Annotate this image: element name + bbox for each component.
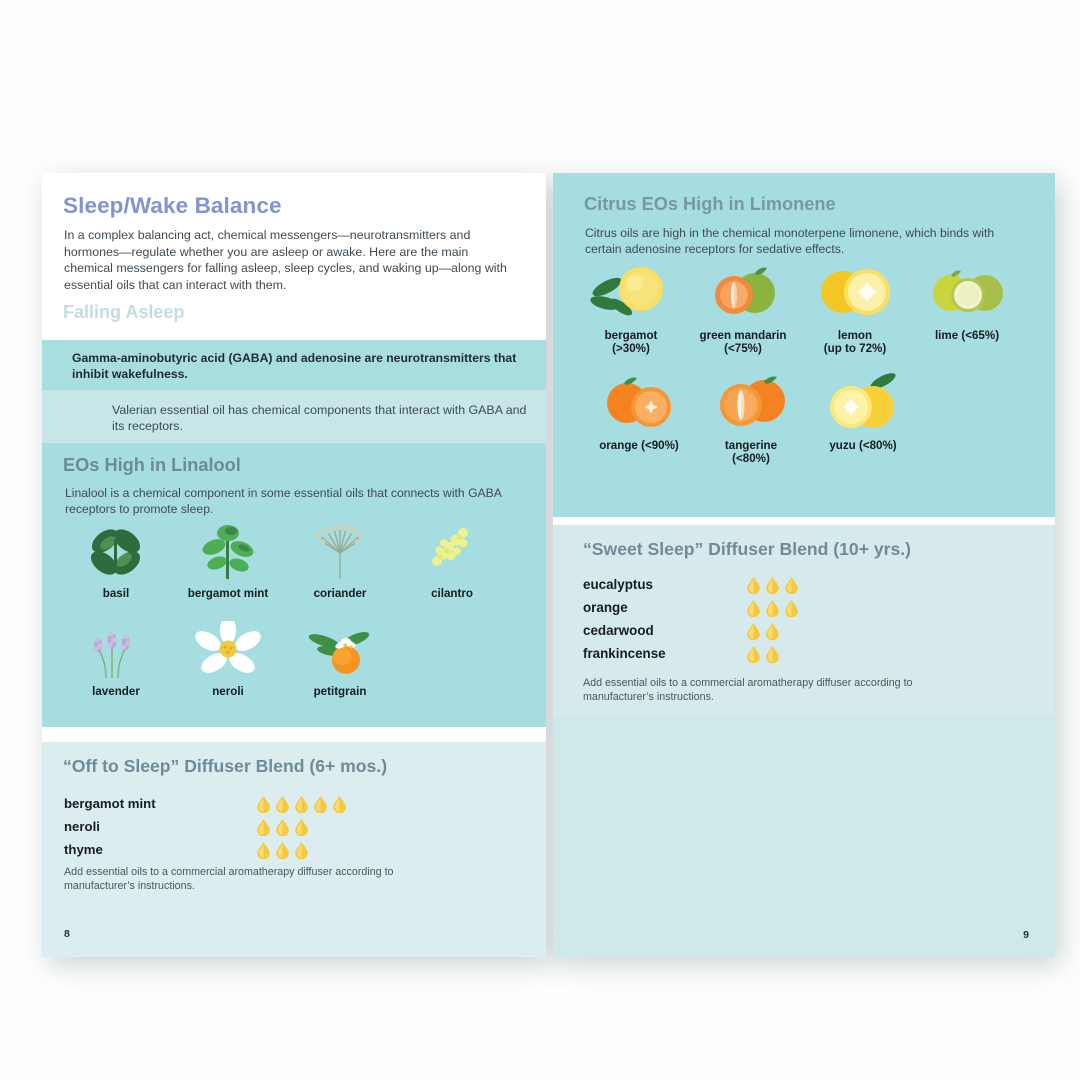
- oil-drop-icon: [294, 795, 309, 813]
- oil-drop-icon: [784, 599, 799, 617]
- valerian-note-text: Valerian essential oil has chemical components that interact with GABA and its receptors.: [112, 403, 527, 434]
- limonene-item-label: yuzu (<80%): [829, 439, 897, 452]
- left-page: [42, 173, 546, 957]
- bergamot-citrus-icon: [585, 261, 677, 323]
- linalool-item-label: cilantro: [431, 587, 473, 600]
- limonene-subtitle: Citrus oils are high in the chemical monoterpene limonene, which binds with certain adenosine receptors for sedative effects.: [585, 226, 995, 257]
- right-page-divider: [553, 517, 1055, 525]
- linalool-section: [42, 443, 546, 727]
- linalool-item-label: petitgrain: [313, 685, 367, 698]
- oil-drop-icon: [332, 795, 347, 813]
- gaba-statement-text: Gamma-aminobutyric acid (GABA) and adenosine are neurotransmitters that inhibit wakefulness.: [72, 351, 517, 381]
- blend-row: [583, 619, 963, 642]
- lavender-sprig-icon: [88, 621, 144, 679]
- limonene-item-label: tangerine (<80%): [724, 439, 778, 466]
- limonene-item-bergamot: [575, 261, 687, 356]
- page-number-right: 9: [1023, 929, 1029, 941]
- oil-drop-icon: [765, 599, 780, 617]
- limonene-item-label: lemon (up to 72%): [823, 329, 887, 356]
- linalool-item-label: bergamot mint: [187, 587, 269, 600]
- oil-drop-icon: [765, 645, 780, 663]
- left-page-intro-block: [42, 173, 546, 340]
- orange-icon: [594, 371, 684, 433]
- drop-count: [746, 576, 799, 594]
- limonene-item-label: green mandarin (<75%): [699, 329, 787, 356]
- linalool-item-neroli: [172, 621, 284, 698]
- blend-oil-name: bergamot mint: [64, 796, 156, 811]
- oil-drop-icon: [765, 622, 780, 640]
- limonene-row-1: [575, 261, 1023, 356]
- gaba-statement-band: [42, 340, 546, 390]
- off-to-sleep-title: “Off to Sleep” Diffuser Blend (6+ mos.): [63, 756, 388, 776]
- intro-paragraph: In a complex balancing act, chemical messengers—neurotransmitters and hormones—regulate whether you are asleep or awake. Here are the main chemical messengers for falling asleep, sleep cycles, and waking up—along with essential oils that can interact with them.: [64, 228, 507, 292]
- sweet-sleep-list: [583, 573, 963, 665]
- blend-row: [64, 838, 484, 861]
- oil-drop-icon: [256, 841, 271, 859]
- limonene-section: [553, 173, 1055, 517]
- drop-count: [746, 645, 780, 663]
- linalool-item-cilantro: [396, 523, 508, 600]
- lime-icon: [923, 261, 1011, 323]
- oil-drop-icon: [256, 795, 271, 813]
- blend-row: [583, 596, 963, 619]
- off-to-sleep-blend-card: [42, 742, 546, 957]
- blend-oil-name: eucalyptus: [583, 577, 653, 592]
- oil-drop-icon: [294, 841, 309, 859]
- oil-drop-icon: [746, 599, 761, 617]
- blend-row: [64, 815, 484, 838]
- limonene-item-label: bergamot (>30%): [604, 329, 658, 356]
- limonene-item-green-mandarin: [687, 261, 799, 356]
- oil-drop-icon: [746, 576, 761, 594]
- linalool-item-label: basil: [102, 587, 130, 600]
- neroli-blossom-icon: [192, 621, 264, 679]
- linalool-item-label: lavender: [92, 685, 140, 698]
- linalool-item-label: neroli: [212, 685, 244, 698]
- linalool-item-basil: [60, 523, 172, 600]
- drop-count: [256, 818, 309, 836]
- blend-oil-name: cedarwood: [583, 623, 654, 638]
- oil-drop-icon: [746, 645, 761, 663]
- limonene-row-2: [583, 371, 919, 466]
- linalool-item-coriander: [284, 523, 396, 600]
- drop-count: [746, 622, 780, 640]
- limonene-item-yuzu: [807, 371, 919, 466]
- blend-row: [583, 642, 963, 665]
- oil-drop-icon: [313, 795, 328, 813]
- linalool-item-bergamot-mint: [172, 523, 284, 600]
- blend-oil-name: orange: [583, 600, 628, 615]
- blend-oil-name: neroli: [64, 819, 100, 834]
- oil-drop-icon: [784, 576, 799, 594]
- blend-row: [64, 792, 484, 815]
- oil-drop-icon: [275, 818, 290, 836]
- right-page: [553, 173, 1055, 957]
- tangerine-icon: [706, 371, 796, 433]
- blend-oil-name: thyme: [64, 842, 103, 857]
- linalool-row-2: [60, 621, 396, 698]
- book-spread: [42, 173, 1055, 957]
- sweet-sleep-title: “Sweet Sleep” Diffuser Blend (10+ yrs.): [583, 539, 912, 559]
- limonene-item-orange: [583, 371, 695, 466]
- limonene-item-label: orange (<90%): [599, 439, 679, 452]
- linalool-item-petitgrain: [284, 621, 396, 698]
- off-to-sleep-note: Add essential oils to a commercial aromatherapy diffuser according to manufacturer’s instructions.: [64, 866, 394, 892]
- oil-drop-icon: [765, 576, 780, 594]
- green-mandarin-icon: [700, 261, 786, 323]
- limonene-item-label: lime (<65%): [934, 329, 1000, 342]
- bergamot-mint-sprig-icon: [197, 523, 259, 581]
- yuzu-icon: [817, 371, 909, 433]
- blend-oil-name: frankincense: [583, 646, 666, 661]
- page-title: Sleep/Wake Balance: [63, 193, 282, 218]
- drop-count: [256, 841, 309, 859]
- limonene-heading: Citrus EOs High in Limonene: [584, 194, 836, 214]
- linalool-subtitle: Linalool is a chemical component in some essential oils that connects with GABA receptors to promote sleep.: [65, 486, 502, 517]
- drop-count: [256, 795, 347, 813]
- linalool-item-lavender: [60, 621, 172, 698]
- linalool-item-label: coriander: [313, 587, 367, 600]
- linalool-row-1: [60, 523, 508, 600]
- page-number-left: 8: [64, 928, 70, 940]
- basil-leaves-icon: [81, 523, 151, 581]
- oil-drop-icon: [275, 795, 290, 813]
- coriander-umbel-icon: [307, 523, 373, 581]
- lemon-icon: [809, 261, 901, 323]
- right-page-footer: [553, 715, 1055, 957]
- oil-drop-icon: [294, 818, 309, 836]
- falling-asleep-heading: Falling Asleep: [63, 302, 185, 322]
- sweet-sleep-blend-card: [553, 525, 1055, 715]
- oil-drop-icon: [746, 622, 761, 640]
- limonene-item-tangerine: [695, 371, 807, 466]
- limonene-item-lime: [911, 261, 1023, 356]
- valerian-note-band: [42, 390, 546, 443]
- blend-row: [583, 573, 963, 596]
- linalool-heading: EOs High in Linalool: [63, 455, 241, 475]
- drop-count: [746, 599, 799, 617]
- petitgrain-orange-icon: [304, 621, 376, 679]
- cilantro-flower-icon: [423, 523, 481, 581]
- oil-drop-icon: [275, 841, 290, 859]
- off-to-sleep-list: [64, 792, 484, 861]
- sweet-sleep-note: Add essential oils to a commercial aromatherapy diffuser according to manufacturer’s instructions.: [583, 677, 913, 703]
- oil-drop-icon: [256, 818, 271, 836]
- limonene-item-lemon: [799, 261, 911, 356]
